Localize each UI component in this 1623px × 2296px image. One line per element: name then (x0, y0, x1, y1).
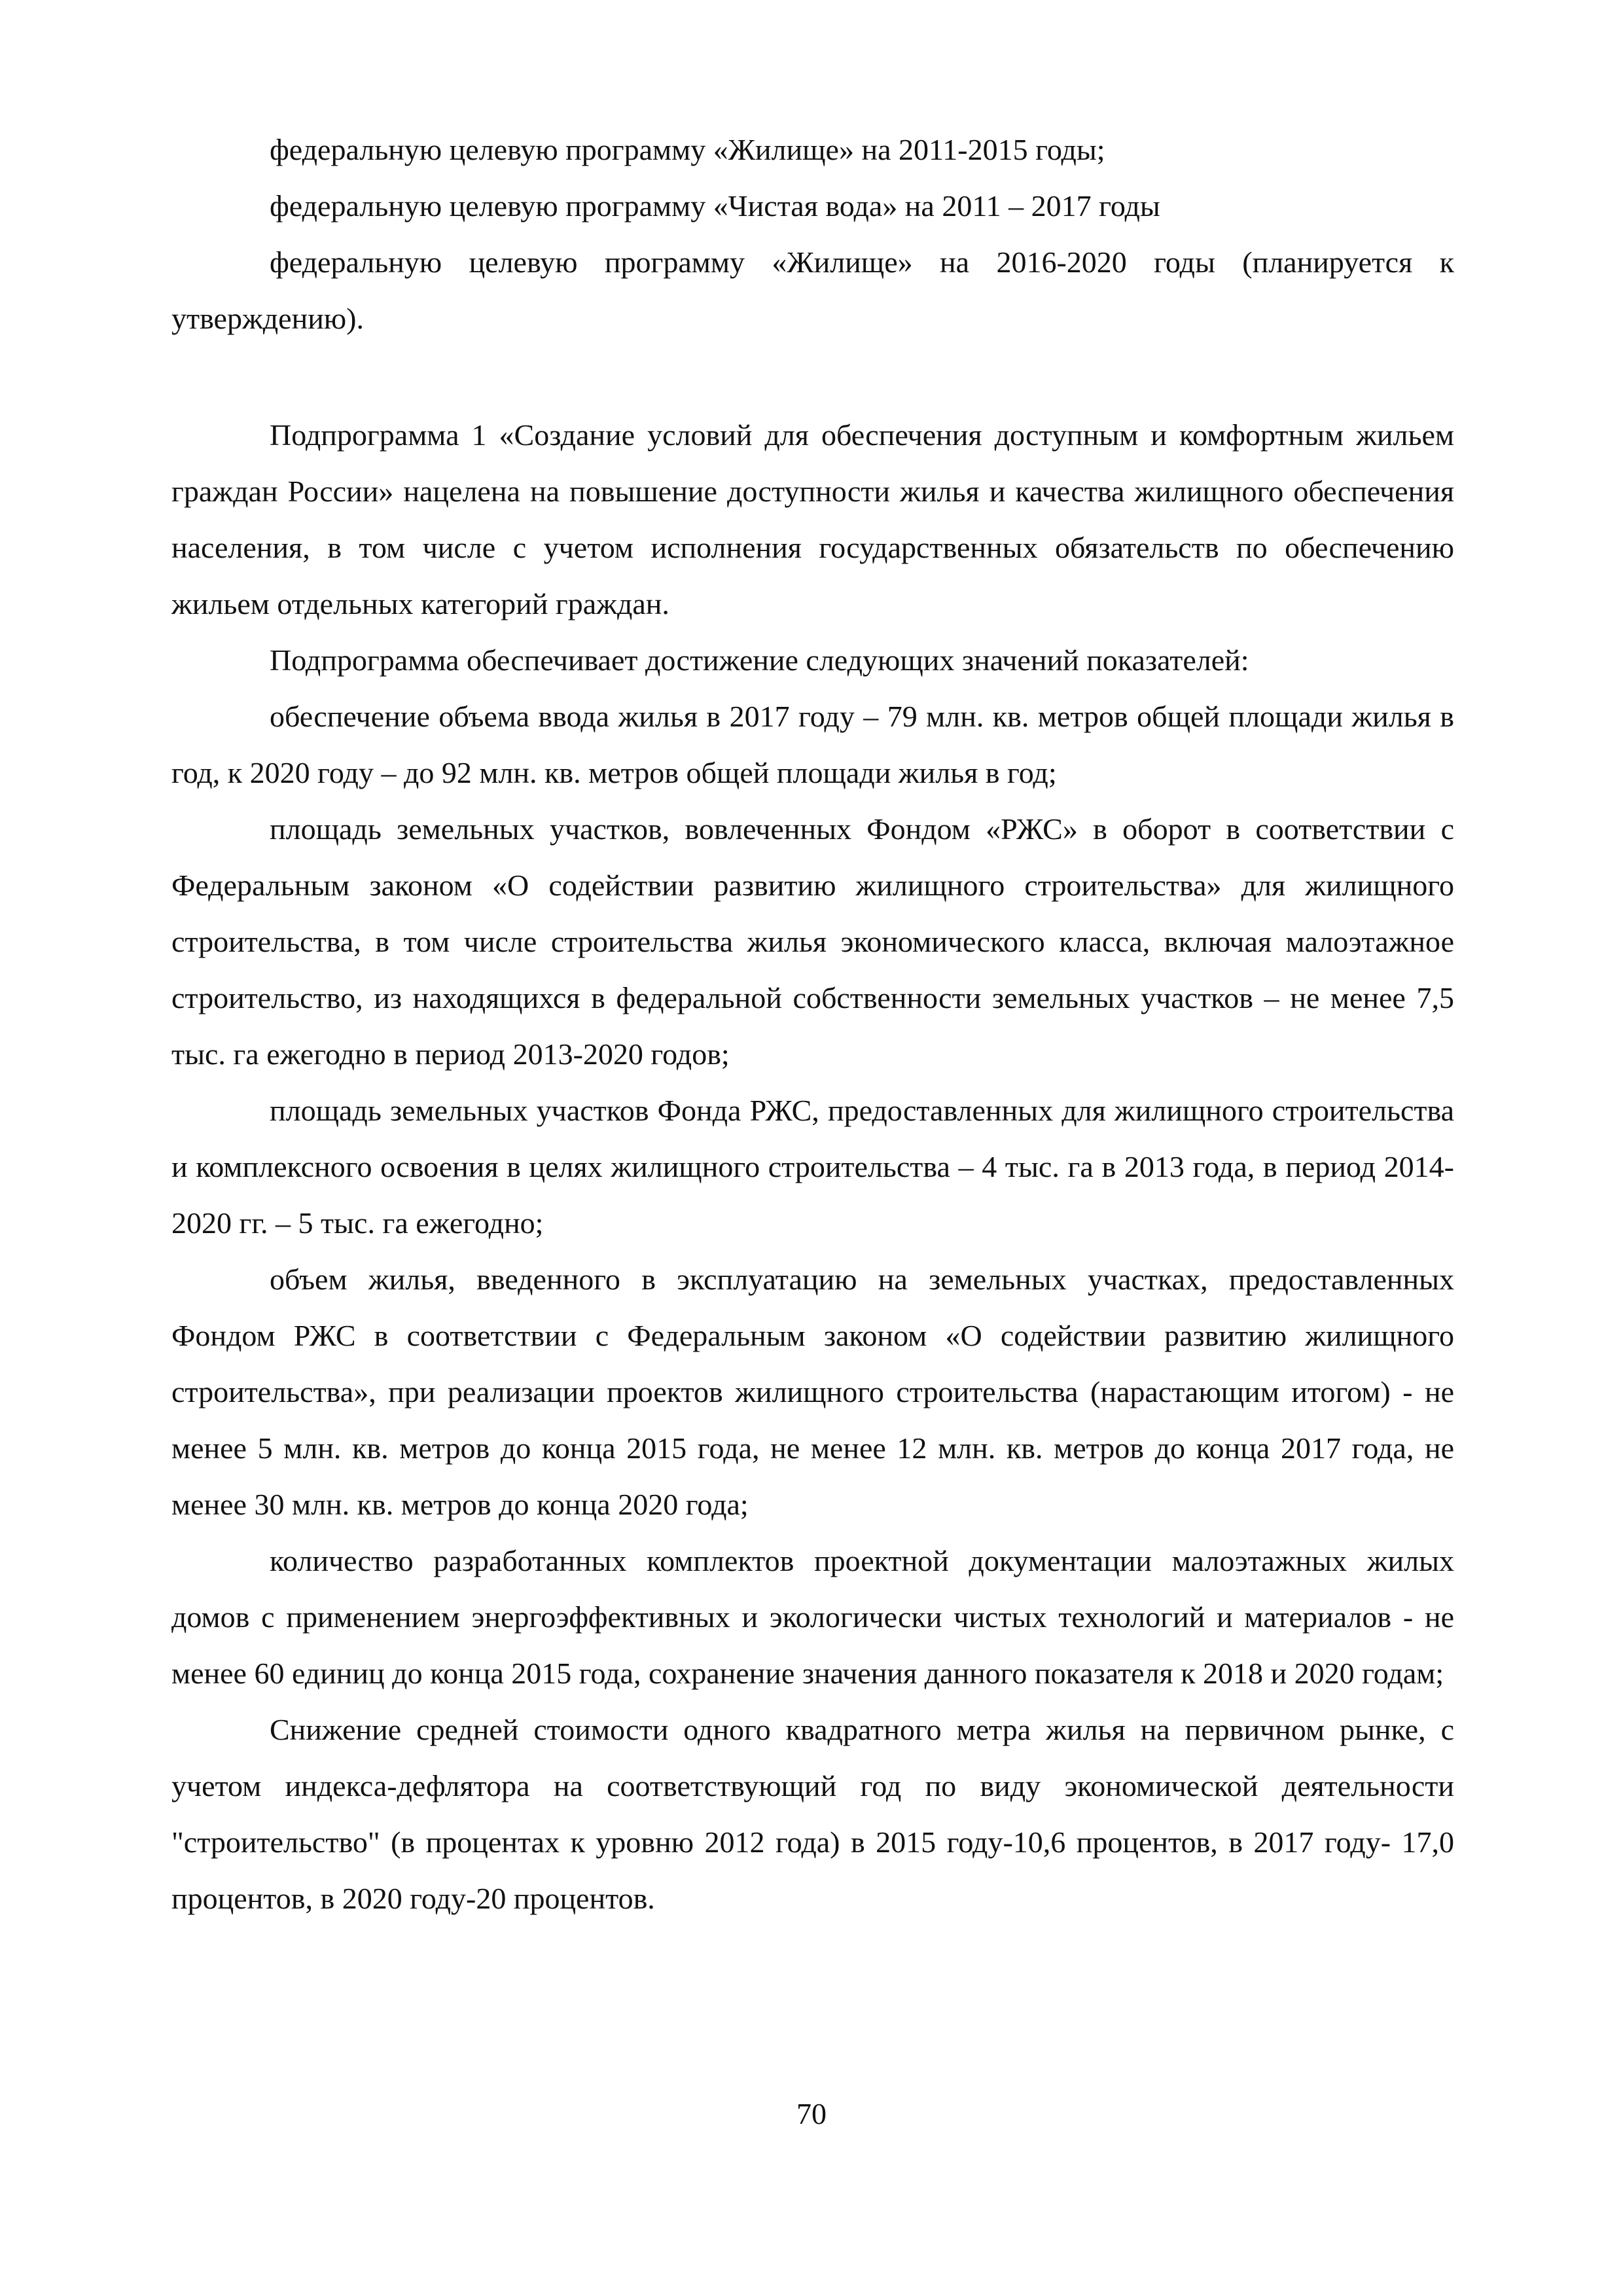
indicators-lead-paragraph: Подпрограмма обеспечивает достижение следующих значений показателей: (270, 643, 1249, 677)
subprogram-intro-paragraph: Подпрограмма 1 «Создание условий для обеспечения доступным и комфортным жильем граждан России» нацелена на повышение доступности жилья и качества жилищного обеспечения населения, в том числе с учетом исполнения государственных обязательств по обеспечению жильем отдельных категорий граждан. (171, 418, 1454, 620)
page-number: 70 (796, 2097, 827, 2130)
indicator-design-documentation: количество разработанных комплектов проектной документации малоэтажных жилых домов с применением энергоэффективных и экологически чистых технологий и материалов - не менее 60 единиц до конца 2015 года, сохранение значения данного показателя к 2018 и 2020 годам; (171, 1544, 1454, 1690)
indicator-land-area-provided: площадь земельных участков Фонда РЖС, предоставленных для жилищного строительства и комплексного освоения в целях жилищного строительства – 4 тыс. га в 2013 года, в период 2014-2020 гг. – 5 тыс. га ежегодно; (171, 1094, 1454, 1240)
indicator-housing-volume: обеспечение объема ввода жилья в 2017 году – 79 млн. кв. метров общей площади жилья в год, к 2020 году – до 92 млн. кв. метров общей площади жилья в год; (171, 700, 1454, 789)
indicator-cost-reduction: Снижение средней стоимости одного квадратного метра жилья на первичном рынке, с учетом индекса-дефлятора на соответствующий год по виду экономической деятельности "строительство" (в процентах к уровню 2012 года) в 2015 году-10,6 процентов, в 2017 году- 17,0 процентов, в 2020 году-20 процентов. (171, 1713, 1454, 1915)
program-item-zhilische-2016: федеральную целевую программу «Жилище» на 2016-2020 годы (планируется к утверждению). (171, 245, 1454, 335)
program-list (171, 122, 1454, 347)
program-item-chistaya-voda: федеральную целевую программу «Чистая вода» на 2011 – 2017 годы (270, 189, 1160, 223)
indicator-land-area-turnover: площадь земельных участков, вовлеченных Фондом «РЖС» в оборот в соответствии с Федеральным законом «О содействии развитию жилищного строительства» для жилищного строительства, в том числе строительства жилья экономического класса, включая малоэтажное строительство, из находящихся в федеральной собственности земельных участков – не менее 7,5 тыс. га ежегодно в период 2013-2020 годов; (171, 812, 1454, 1071)
indicator-housing-commissioned: объем жилья, введенного в эксплуатацию на земельных участках, предоставленных Фондом РЖС в соответствии с Федеральным законом «О содействии развитию жилищного строительства», при реализации проектов жилищного строительства (нарастающим итогом) - не менее 5 млн. кв. метров до конца 2015 года, не менее 12 млн. кв. метров до конца 2017 года, не менее 30 млн. кв. метров до конца 2020 года; (171, 1263, 1454, 1521)
subprogram-section (171, 407, 1454, 1927)
program-item-zhilische-2011: федеральную целевую программу «Жилище» на 2011-2015 годы; (270, 133, 1105, 166)
